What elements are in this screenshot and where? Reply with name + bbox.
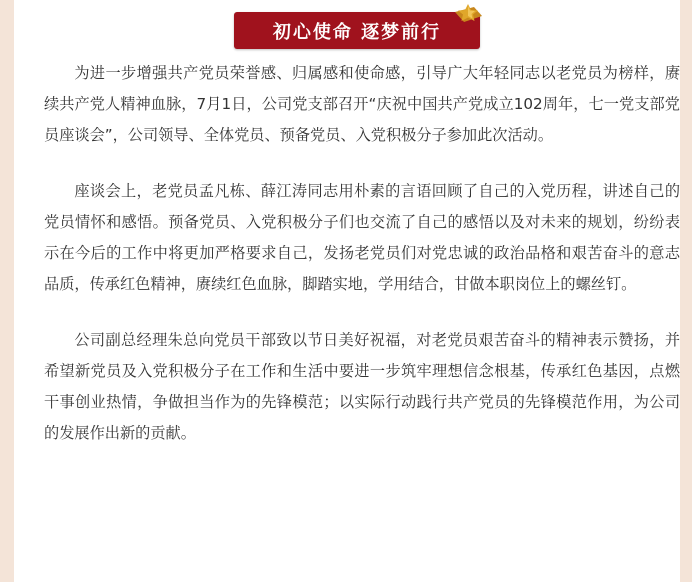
golden-ribbon-star-icon [452, 2, 486, 26]
paragraph: 座谈会上，老党员孟凡栋、薛江涛同志用朴素的言语回顾了自己的入党历程，讲述自己的党员情怀和感悟。预备党员、入党积极分子们也交流了自己的感悟以及对未来的规划，纷纷表示在今后的工作中将更加严格要求自己，发扬老党员们对党忠诚的政治品格和艰苦奋斗的意志品质，传承红色精神，赓续红色血脉，脚踏实地，学用结合，甘做本职岗位上的螺丝钉。 [44, 182, 680, 293]
page-title: 初心使命 逐梦前行 [272, 21, 442, 43]
article-body [44, 58, 680, 474]
paragraph: 为进一步增强共产党员荣誉感、归属感和使命感，引导广大年轻同志以老党员为榜样，赓续共产党人精神血脉，7月1日，公司党支部召开“庆祝中国共产党成立102周年，七一党支部党员座谈会”，公司领导、全体党员、预备党员、入党积极分子参加此次活动。 [44, 64, 680, 144]
paragraph: 公司副总经理朱总向党员干部致以节日美好祝福，对老党员艰苦奋斗的精神表示赞扬，并希望新党员及入党积极分子在工作和生活中要进一步筑牢理想信念根基，传承红色基因，点燃干事创业热情，争做担当作为的先锋模范；以实际行动践行共产党员的先锋模范作用，为公司的发展作出新的贡献。 [44, 331, 680, 442]
title-banner [234, 12, 480, 49]
title-banner-group [234, 8, 482, 50]
article-panel [14, 0, 680, 582]
